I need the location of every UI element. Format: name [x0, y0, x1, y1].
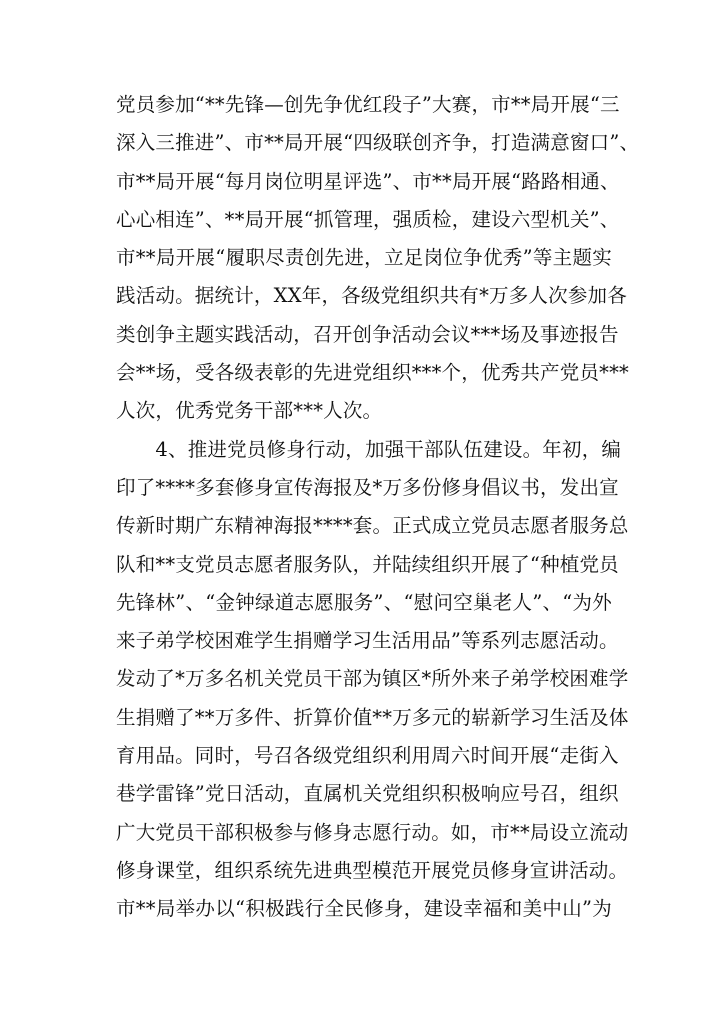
text-line: 类创争主题实践活动，召开创争活动会议***场及事迹报告 — [116, 322, 619, 346]
text-line: 市**局开展“每月岗位明星评选”、市**局开展“路路相通、 — [116, 169, 620, 193]
text-line: 践活动。据统计，XX年，各级党组织共有*万多人次参加各 — [116, 284, 627, 308]
text-line: 市**局举办以“积极践行全民修身，建设幸福和美中山”为 — [116, 897, 612, 921]
text-line: 印了****多套修身宣传海报及*万多份修身倡议书，发出宣 — [116, 475, 619, 499]
text-line: 来子弟学校困难学生捐赠学习生活用品”等系列志愿活动。 — [116, 629, 619, 653]
text-line: 传新时期广东精神海报****套。正式成立党员志愿者服务总 — [116, 514, 629, 538]
text-line: 生捐赠了**万多件、折算价值**万多元的崭新学习生活及体 — [116, 705, 629, 729]
text-line: 心心相连”、**局开展“抓管理，强质检，建设六型机关”、 — [116, 207, 620, 231]
text-line: 市**局开展“履职尽责创先进，立足岗位争优秀”等主题实 — [116, 246, 612, 270]
text-line: 巷学雷锋”党日活动，直属机关党组织积极响应号召，组织 — [116, 782, 619, 806]
text-line: 会**场，受各级表彰的先进党组织***个，优秀共产党员*** — [116, 361, 630, 385]
body-text — [116, 86, 640, 929]
text-line: 先锋林”、“金钟绿道志愿服务”、“慰问空巢老人”、“为外 — [116, 590, 612, 614]
text-line: 修身课堂，组织系统先进典型模范开展党员修身宣讲活动。 — [116, 858, 629, 882]
text-line: 育用品。同时，号召各级党组织利用周六时间开展“走街入 — [116, 744, 619, 768]
text-line: 队和**支党员志愿者服务队，并陆续组织开展了“种植党员 — [116, 552, 619, 576]
text-line: 人次，优秀党务干部***人次。 — [116, 399, 383, 423]
text-line: 党员参加“**先锋—创先争优红段子”大赛，市**局开展“三 — [116, 93, 620, 116]
text-line: 4、推进党员修身行动，加强干部队伍建设。年初，编 — [116, 437, 622, 461]
text-line: 深入三推进”、市**局开展“四级联创齐争，打造满意窗口”、 — [116, 131, 640, 155]
text-line: 广大党员干部积极参与修身志愿行动。如，市**局设立流动 — [116, 820, 629, 844]
text-line: 发动了*万多名机关党员干部为镇区*所外来子弟学校困难学 — [116, 667, 629, 691]
